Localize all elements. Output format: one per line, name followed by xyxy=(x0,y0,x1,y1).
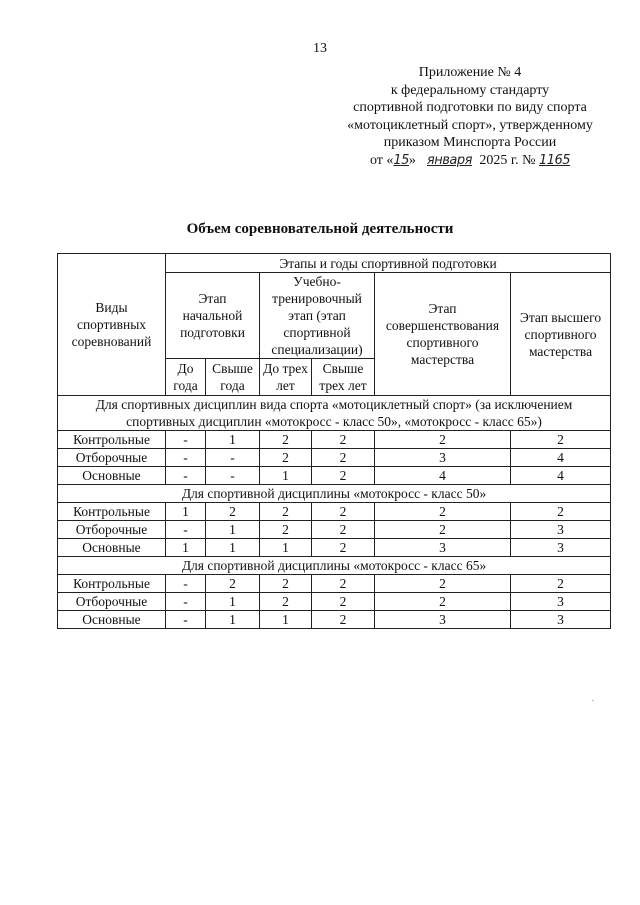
header-stage-initial: Этап начальной подготовки xyxy=(166,273,260,359)
approval-date-line xyxy=(330,152,610,170)
table-cell: 3 xyxy=(375,539,511,557)
table-row xyxy=(58,431,611,449)
table-cell: 1 xyxy=(166,503,206,521)
table-row xyxy=(58,593,611,611)
approval-line-5: приказом Минспорта России xyxy=(383,135,557,150)
table-cell: 2 xyxy=(511,503,611,521)
date-prefix: от « xyxy=(369,152,394,168)
table-cell: - xyxy=(166,593,206,611)
table-cell: 4 xyxy=(511,449,611,467)
table-cell: 2 xyxy=(260,575,312,593)
scan-mark: . xyxy=(592,694,594,703)
row-label: Основные xyxy=(58,467,166,485)
table-row xyxy=(58,521,611,539)
approval-line-1: Приложение № 4 xyxy=(418,65,522,80)
row-label: Контрольные xyxy=(58,431,166,449)
table-cell: 2 xyxy=(312,593,375,611)
table-row xyxy=(58,503,611,521)
row-label: Отборочные xyxy=(58,521,166,539)
header-sub-initial-1: До года xyxy=(166,359,206,396)
table-row xyxy=(58,611,611,629)
table-cell: 2 xyxy=(260,521,312,539)
row-label: Контрольные xyxy=(58,503,166,521)
table-cell: 2 xyxy=(312,539,375,557)
header-stages: Этапы и годы спортивной подготовки xyxy=(166,254,611,273)
competition-volume-table xyxy=(57,253,611,629)
date-month-handwritten: января xyxy=(426,152,472,168)
row-label: Отборочные xyxy=(58,449,166,467)
table-cell: 3 xyxy=(511,539,611,557)
table-cell: 2 xyxy=(511,575,611,593)
date-mid: » xyxy=(408,152,416,168)
table-cell: 2 xyxy=(260,593,312,611)
table-cell: 2 xyxy=(312,467,375,485)
table-cell: - xyxy=(166,431,206,449)
header-sub-training-1: До трех лет xyxy=(260,359,312,396)
table-row xyxy=(58,467,611,485)
table-cell: 2 xyxy=(375,521,511,539)
header-sub-training-2: Свыше трех лет xyxy=(312,359,375,396)
table-cell: 1 xyxy=(206,539,260,557)
document-title: Объем соревновательной деятельности xyxy=(186,221,454,237)
table-cell: 2 xyxy=(375,431,511,449)
table-cell: 1 xyxy=(206,593,260,611)
approval-line-2: к федеральному стандарту xyxy=(390,82,550,98)
section-heading: Для спортивной дисциплины «мотокросс - класс 50» xyxy=(58,485,611,503)
row-label: Контрольные xyxy=(58,575,166,593)
table-cell: 2 xyxy=(312,575,375,593)
table-cell: 2 xyxy=(312,611,375,629)
table-cell: 2 xyxy=(312,431,375,449)
row-label: Основные xyxy=(58,539,166,557)
table-row xyxy=(58,575,611,593)
table-cell: 2 xyxy=(260,431,312,449)
table-cell: 2 xyxy=(511,431,611,449)
header-stage-training: Учебно-тренировочный этап (этап спортивной специализации) xyxy=(260,273,375,359)
section-heading: Для спортивной дисциплины «мотокросс - класс 65» xyxy=(58,557,611,575)
table-cell: 2 xyxy=(206,575,260,593)
table-cell: 1 xyxy=(206,431,260,449)
table-cell: 2 xyxy=(312,521,375,539)
table-cell: 1 xyxy=(206,611,260,629)
table-cell: 2 xyxy=(375,575,511,593)
date-day-handwritten: 15 xyxy=(393,152,409,168)
header-sub-initial-2: Свыше года xyxy=(206,359,260,396)
approval-line-4: «мотоциклетный спорт», утвержденному xyxy=(347,117,593,133)
row-label: Основные xyxy=(58,611,166,629)
table-cell: 1 xyxy=(206,521,260,539)
table-cell: 2 xyxy=(206,503,260,521)
table-row xyxy=(58,539,611,557)
table-cell: - xyxy=(166,611,206,629)
table-cell: - xyxy=(166,521,206,539)
table-cell: 2 xyxy=(260,503,312,521)
row-label: Отборочные xyxy=(58,593,166,611)
table-cell: - xyxy=(206,449,260,467)
table-cell: 4 xyxy=(375,467,511,485)
date-year: 2025 г. № xyxy=(479,152,536,168)
header-competition-types: Виды спортивных соревнований xyxy=(58,254,166,396)
header-stage-improvement: Этап совершенствования спортивного мастерства xyxy=(375,273,511,396)
table-cell: 1 xyxy=(260,611,312,629)
page-number: 13 xyxy=(313,41,327,56)
approval-block xyxy=(330,64,610,169)
table-cell: - xyxy=(166,449,206,467)
table-cell: 2 xyxy=(375,503,511,521)
table-cell: 1 xyxy=(260,539,312,557)
table-cell: 2 xyxy=(375,593,511,611)
table-cell: - xyxy=(206,467,260,485)
table-row xyxy=(58,449,611,467)
table-cell: 2 xyxy=(260,449,312,467)
section-heading: Для спортивных дисциплин вида спорта «мотоциклетный спорт» (за исключением спортивных дисциплин «мотокросс - класс 50», «мотокросс - класс 65») xyxy=(58,396,611,431)
approval-line-3: спортивной подготовки по виду спорта xyxy=(353,100,587,115)
table-cell: 1 xyxy=(260,467,312,485)
table-cell: 3 xyxy=(375,611,511,629)
table-cell: 3 xyxy=(511,611,611,629)
header-stage-higher: Этап высшего спортивного мастерства xyxy=(511,273,611,396)
table-cell: 2 xyxy=(312,503,375,521)
order-number-handwritten: 1165 xyxy=(538,152,571,168)
table-cell: 2 xyxy=(312,449,375,467)
table-cell: - xyxy=(166,467,206,485)
table-cell: 4 xyxy=(511,467,611,485)
table-cell: 3 xyxy=(511,593,611,611)
table-cell: 3 xyxy=(375,449,511,467)
table-cell: 3 xyxy=(511,521,611,539)
table-cell: 1 xyxy=(166,539,206,557)
table-cell: - xyxy=(166,575,206,593)
